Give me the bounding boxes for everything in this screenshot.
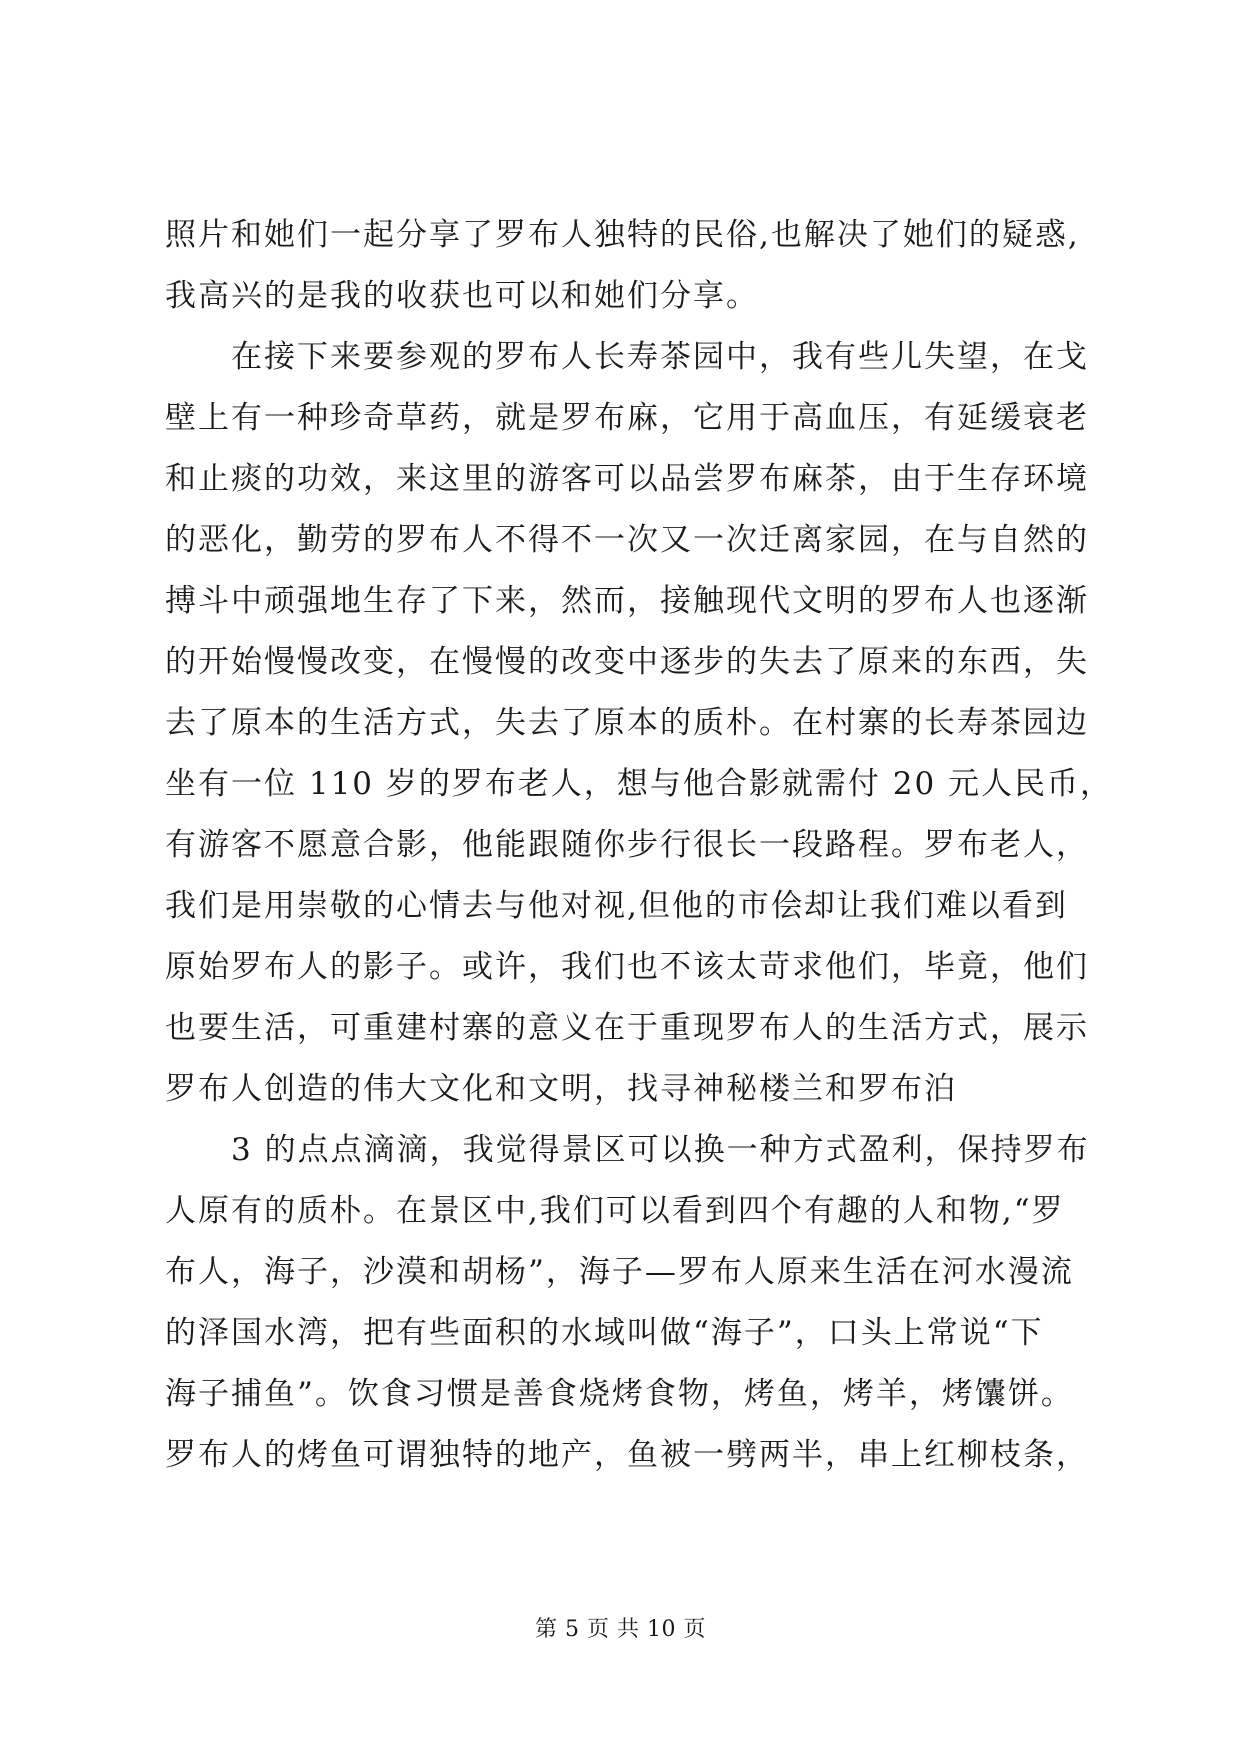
paragraph-start-line: 在接下来要参观的罗布人长寿茶园中，我有些儿失望，在戈 xyxy=(231,339,1089,375)
text-line: 我高兴的是我的收获也可以和她们分享。 xyxy=(165,278,759,314)
text-line: 照片和她们一起分享了罗布人独特的民俗,也解决了她们的疑惑, xyxy=(165,217,1080,253)
text-line: 有游客不愿意合影，他能跟随你步行很长一段路程。罗布老人， xyxy=(165,827,1089,863)
body-text xyxy=(165,205,1114,1486)
page-number-footer: 第 5 页 共 10 页 xyxy=(535,1617,706,1642)
text-line: 布人，海子，沙漠和胡杨”，海子—罗布人原来生活在河水漫流 xyxy=(165,1254,1074,1290)
text-line: 我们是用崇敬的心情去与他对视,但他的市侩却让我们难以看到 xyxy=(165,888,1068,924)
paragraph-start-line: 3 的点点滴滴，我觉得景区可以换一种方式盈利，保持罗布 xyxy=(231,1132,1090,1168)
text-line: 也要生活，可重建村寨的意义在于重现罗布人的生活方式，展示 xyxy=(165,1010,1089,1046)
text-line: 的泽国水湾，把有些面积的水域叫做“海子”，口头上常说“下 xyxy=(165,1315,1044,1351)
text-line: 罗布人的烤鱼可谓独特的地产，鱼被一劈两半，串上红柳枝条， xyxy=(165,1437,1089,1473)
text-line: 人原有的质朴。在景区中,我们可以看到四个有趣的人和物,“罗 xyxy=(165,1193,1065,1229)
text-line: 的开始慢慢改变，在慢慢的改变中逐步的失去了原来的东西，失 xyxy=(165,644,1089,680)
text-line: 搏斗中顽强地生存了下来，然而，接触现代文明的罗布人也逐渐 xyxy=(165,583,1089,619)
text-line: 的恶化，勤劳的罗布人不得不一次又一次迁离家园，在与自然的 xyxy=(165,522,1089,558)
text-line: 去了原本的生活方式，失去了原本的质朴。在村寨的长寿茶园边 xyxy=(165,705,1089,741)
text-line: 海子捕鱼”。饮食习惯是善食烧烤食物，烤鱼，烤羊，烤馕饼。 xyxy=(165,1376,1074,1412)
text-line: 原始罗布人的影子。或许，我们也不该太苛求他们，毕竟，他们 xyxy=(165,949,1089,985)
text-line: 坐有一位 110 岁的罗布老人，想与他合影就需付 20 元人民币， xyxy=(165,766,1114,802)
text-line: 壁上有一种珍奇草药，就是罗布麻，它用于高血压，有延缓衰老 xyxy=(165,400,1089,436)
text-line: 和止痰的功效，来这里的游客可以品尝罗布麻茶，由于生存环境 xyxy=(165,461,1089,497)
text-line: 罗布人创造的伟大文化和文明，找寻神秘楼兰和罗布泊 xyxy=(165,1071,957,1107)
